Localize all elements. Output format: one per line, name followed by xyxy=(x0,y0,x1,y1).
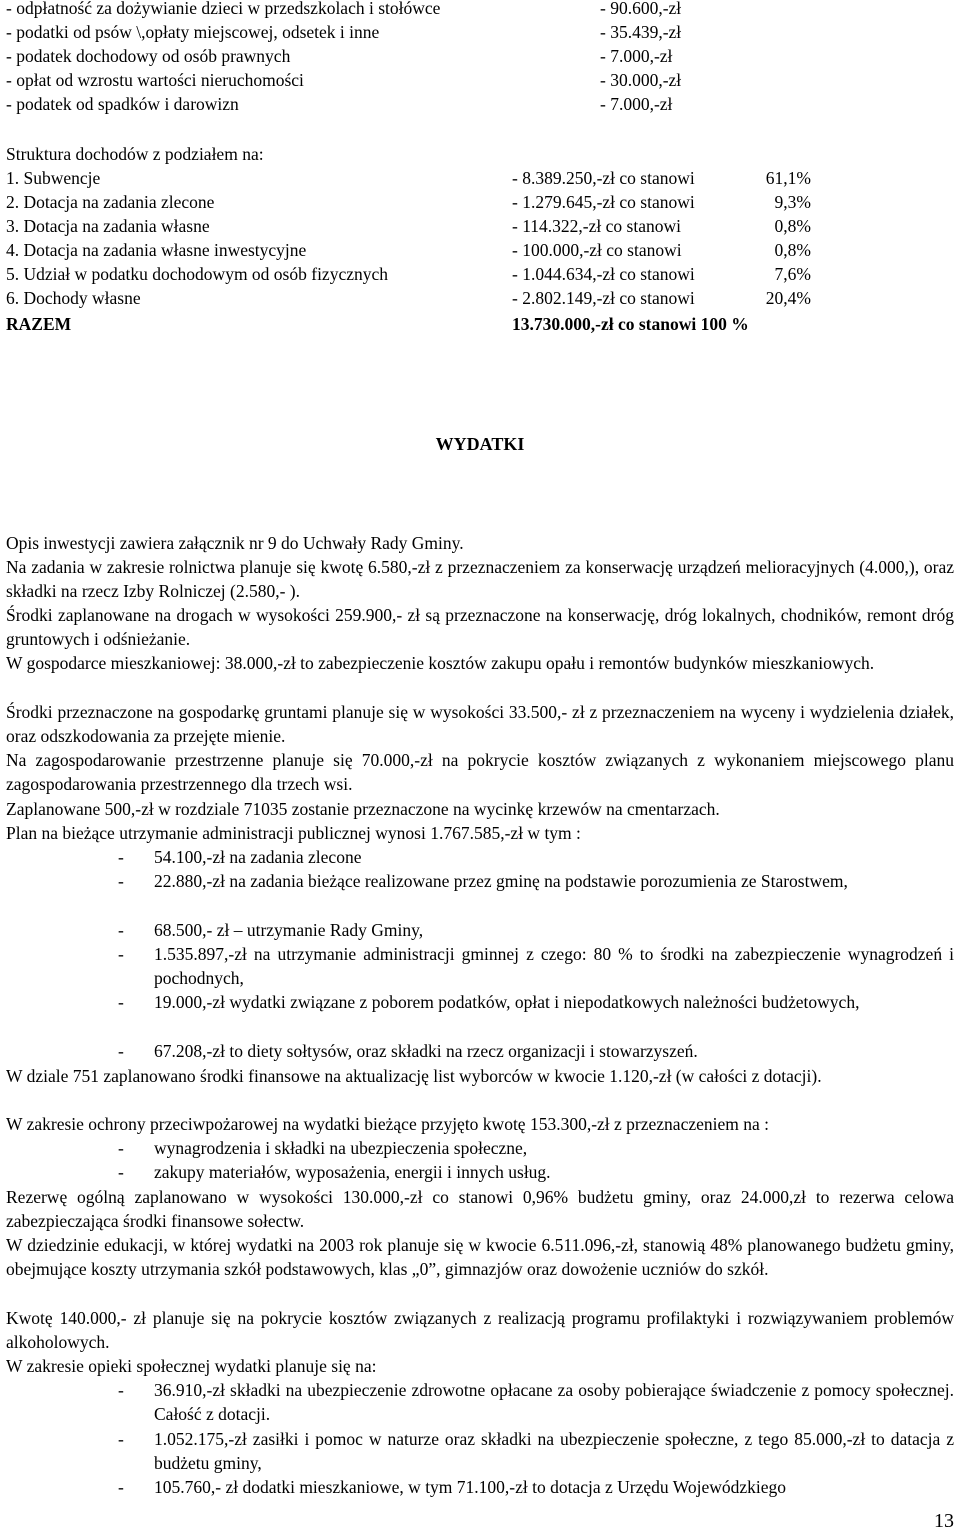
structure-row xyxy=(6,214,906,238)
paragraph: Opis inwestycji zawiera załącznik nr 9 do Uchwały Rady Gminy. xyxy=(6,533,464,553)
paragraph: W zakresie opieki społecznej wydatki planuje się na: xyxy=(6,1356,377,1376)
structure-row xyxy=(6,166,906,190)
paragraph: Środki zaplanowane na drogach w wysokości 259.900,- zł są przeznaczone na konserwację, dróg lokalnych, chodników, remont dróg gruntowych i odśnieżanie. xyxy=(6,605,954,650)
list-item xyxy=(118,1427,954,1475)
paragraph: W dziale 751 zaplanowano środki finansowe na aktualizację list wyborców w kwocie 1.120,-zł (w całości z dotacji). xyxy=(6,1066,822,1086)
list-item xyxy=(118,1136,954,1160)
list-dash: - xyxy=(118,1477,124,1497)
structure-row-value: - 114.322,-zł co stanowi xyxy=(512,216,681,236)
income-amount: - 90.600,-zł xyxy=(600,0,682,18)
paragraph: Plan na bieżące utrzymanie administracji publicznej wynosi 1.767.585,-zł w tym : xyxy=(6,823,581,843)
list-item-text: 68.500,- zł – utrzymanie Rady Gminy, xyxy=(154,920,424,940)
list-dash: - xyxy=(118,944,124,964)
list-item xyxy=(118,845,954,869)
structure-row-label: 6. Dochody własne xyxy=(6,288,141,308)
structure-row-percent: 0,8% xyxy=(774,240,811,260)
structure-row-label: 5. Udział w podatku dochodowym od osób fizycznych xyxy=(6,264,389,284)
structure-row xyxy=(6,238,906,262)
paragraph: Na zadania w zakresie rolnictwa planuje się kwotę 6.580,-zł z przeznaczeniem za konserwację urządzeń melioracyjnych (4.000,), oraz składki na rzecz Izby Rolniczej (2.580,- ). xyxy=(6,557,954,602)
income-line: - podatki od psów \,opłaty miejscowej, odsetek i inne xyxy=(6,22,380,42)
income-amount: - 7.000,-zł xyxy=(600,46,673,66)
income-line: - opłat od wzrostu wartości nieruchomości xyxy=(6,70,304,90)
structure-row-percent: 61,1% xyxy=(765,168,811,188)
list-item xyxy=(118,869,954,893)
structure-title: Struktura dochodów z podziałem na: xyxy=(6,144,264,164)
list-item-text: 105.760,- zł dodatki mieszkaniowe, w tym 71.100,-zł to dotacja z Urzędu Wojewódzkiego xyxy=(154,1477,786,1497)
list-item-text: wynagrodzenia i składki na ubezpieczenia społeczne, xyxy=(154,1138,528,1158)
list-dash: - xyxy=(118,871,124,891)
list-item-text: 1.052.175,-zł zasiłki i pomoc w naturze oraz składki na ubezpieczenie społeczne, z tego 85.000,-zł to datacja z budżetu gminy, xyxy=(154,1429,954,1474)
structure-total-value: 13.730.000,-zł co stanowi 100 % xyxy=(512,314,749,334)
page-number: 13 xyxy=(934,1510,954,1532)
list-item-text: 54.100,-zł na zadania zlecone xyxy=(154,847,362,867)
list-item xyxy=(118,918,954,942)
list-item xyxy=(118,990,954,1014)
list-dash: - xyxy=(118,1138,124,1158)
structure-row-percent: 7,6% xyxy=(774,264,811,284)
list-item-text: 19.000,-zł wydatki związane z poborem podatków, opłat i niepodatkowych należności budżetowych, xyxy=(154,992,860,1012)
paragraph: W gospodarce mieszkaniowej: 38.000,-zł to zabezpieczenie kosztów zakupu opału i remontów budynków mieszkaniowych. xyxy=(6,653,875,673)
structure-row-value: - 100.000,-zł co stanowi xyxy=(512,240,682,260)
structure-row-value: - 1.279.645,-zł co stanowi xyxy=(512,192,695,212)
income-line: - odpłatność za dożywianie dzieci w przedszkolach i stołówce xyxy=(6,0,441,18)
income-amount: - 35.439,-zł xyxy=(600,22,682,42)
structure-row-percent: 20,4% xyxy=(765,288,811,308)
structure-row-value: - 2.802.149,-zł co stanowi xyxy=(512,288,695,308)
section-heading: WYDATKI xyxy=(435,434,525,454)
structure-row-label: 2. Dotacja na zadania zlecone xyxy=(6,192,215,212)
paragraph: W zakresie ochrony przeciwpożarowej na wydatki bieżące przyjęto kwotę 153.300,-zł z przeznaczeniem na : xyxy=(6,1114,769,1134)
structure-row-value: - 8.389.250,-zł co stanowi xyxy=(512,168,695,188)
paragraph: Na zagospodarowanie przestrzenne planuje się 70.000,-zł na pokrycie kosztów związanych z wykonaniem miejscowego planu zagospodarowania przestrzennego dla trzech wsi. xyxy=(6,750,954,795)
list-item-text: 1.535.897,-zł na utrzymanie administracji gminnej z czego: 80 % to środki na zabezpieczenie wynagrodzeń i pochodnych, xyxy=(154,944,954,989)
paragraph: Zaplanowane 500,-zł w rozdziale 71035 zostanie przeznaczone na wycinkę krzewów na cmentarzach. xyxy=(6,799,720,819)
paragraph: Kwotę 140.000,- zł planuje się na pokrycie kosztów związanych z realizacją programu profilaktyki i rozwiązywaniem problemów alkoholowych. xyxy=(6,1308,954,1353)
paragraph: Środki przeznaczone na gospodarkę gruntami planuje się w wysokości 33.500,- zł z przeznaczeniem na wyceny i wydzielenia działek, oraz odszkodowania za przejęte mienie. xyxy=(6,702,954,747)
list-dash: - xyxy=(118,1162,124,1182)
structure-row-percent: 0,8% xyxy=(774,216,811,236)
list-item xyxy=(118,1475,954,1499)
structure-total-label: RAZEM xyxy=(6,314,72,334)
structure-row xyxy=(6,262,906,286)
list-dash: - xyxy=(118,1380,124,1400)
paragraph: Rezerwę ogólną zaplanowano w wysokości 130.000,-zł co stanowi 0,96% budżetu gminy, oraz 24.000,zł to rezerwa celowa zabezpieczająca środki finansowe sołectw. xyxy=(6,1187,954,1232)
structure-row xyxy=(6,286,906,310)
list-dash: - xyxy=(118,1429,124,1449)
income-amount: - 30.000,-zł xyxy=(600,70,682,90)
list-item-text: 22.880,-zł na zadania bieżące realizowane przez gminę na podstawie porozumienia ze Starostwem, xyxy=(154,871,848,891)
structure-row-label: 3. Dotacja na zadania własne xyxy=(6,216,210,236)
list-item xyxy=(118,942,954,990)
list-item xyxy=(118,1160,954,1184)
structure-row xyxy=(6,190,906,214)
list-item xyxy=(118,1039,954,1063)
list-dash: - xyxy=(118,920,124,940)
list-dash: - xyxy=(118,847,124,867)
list-dash: - xyxy=(118,1041,124,1061)
list-item-text: 36.910,-zł składki na ubezpieczenie zdrowotne opłacane za osoby pobierające świadczenie z pomocy społecznej. Całość z dotacji. xyxy=(154,1380,954,1425)
structure-row-value: - 1.044.634,-zł co stanowi xyxy=(512,264,695,284)
income-line: - podatek od spadków i darowizn xyxy=(6,94,239,114)
structure-row-label: 1. Subwencje xyxy=(6,168,101,188)
income-amount: - 7.000,-zł xyxy=(600,94,673,114)
list-dash: - xyxy=(118,992,124,1012)
list-item-text: zakupy materiałów, wyposażenia, energii i innych usług. xyxy=(154,1162,551,1182)
list-item xyxy=(118,1378,954,1426)
income-line: - podatek dochodowy od osób prawnych xyxy=(6,46,291,66)
structure-total-row xyxy=(6,312,906,336)
structure-row-percent: 9,3% xyxy=(774,192,811,212)
structure-row-label: 4. Dotacja na zadania własne inwestycyjne xyxy=(6,240,307,260)
paragraph: W dziedzinie edukacji, w której wydatki na 2003 rok planuje się w kwocie 6.511.096,-zł, stanowią 48% planowanego budżetu gminy, obejmujące koszty utrzymania szkół podstawowych, klas „0”, gimnazjów oraz dowożenie uczniów do szkół. xyxy=(6,1235,954,1280)
list-item-text: 67.208,-zł to diety sołtysów, oraz składki na rzecz organizacji i stowarzyszeń. xyxy=(154,1041,698,1061)
